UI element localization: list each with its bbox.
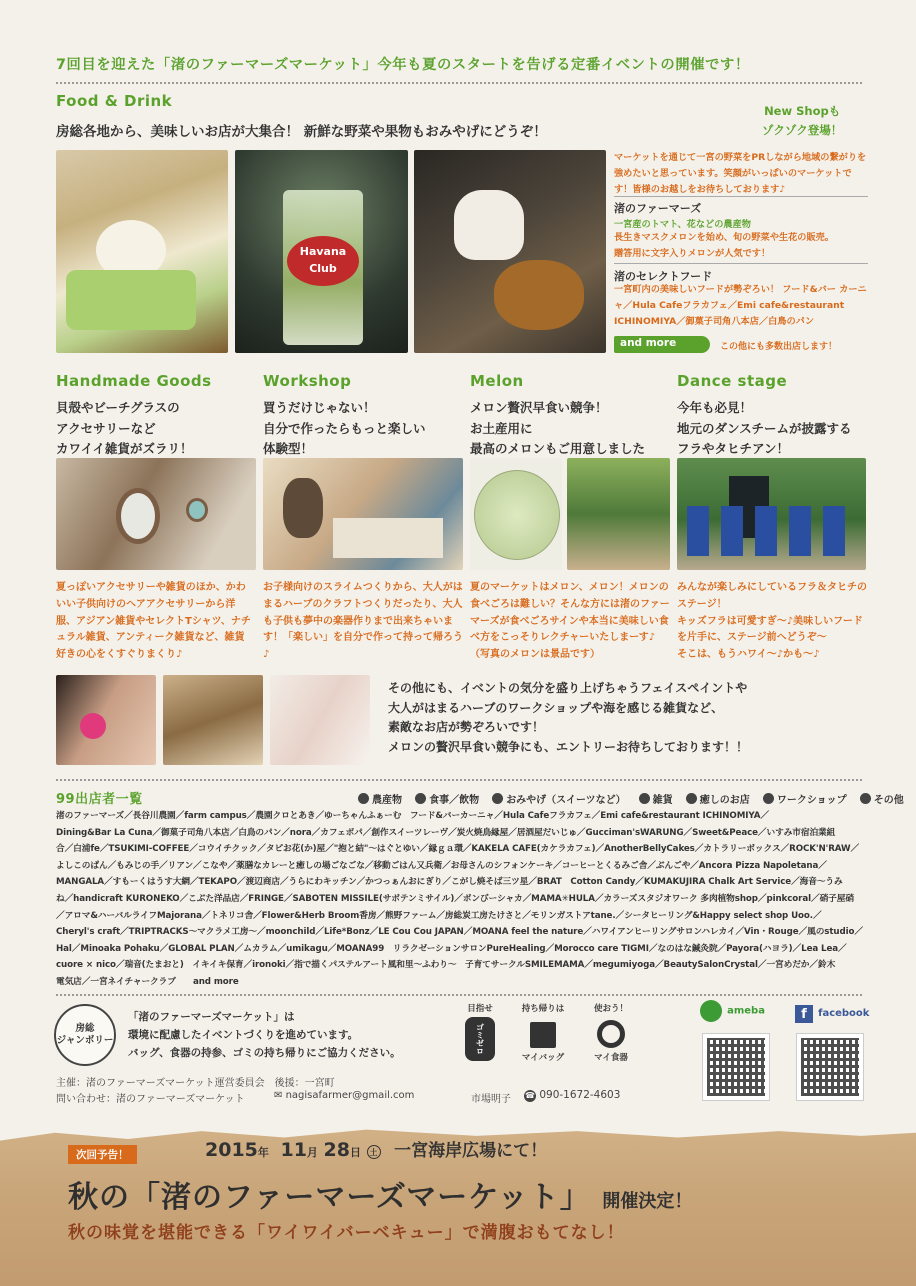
next-month-unit: 月 xyxy=(306,1146,318,1159)
category-goods: 雑貨 xyxy=(639,791,673,806)
onigiri xyxy=(454,190,524,260)
next-day-unit: 日 xyxy=(349,1146,361,1159)
vendor-line: Hal／Minoaka Pohaku／GLOBAL PLAN／ムカラム／umikagu／MOANA99 リラクゼーションサロンPureHealing／Morocco care TIGMI／なのはな鍼灸院／Payora(ハヨラ)／Lea Lea／ xyxy=(56,943,847,954)
children xyxy=(283,478,323,538)
farm-icon xyxy=(358,793,369,804)
next-year: 2015 xyxy=(205,1139,258,1161)
photo-hula-stage xyxy=(677,458,866,570)
and-more-badge xyxy=(614,336,710,353)
new-shop-note: New Shopも ゾクゾク登場！ xyxy=(762,104,843,137)
pendant-stone xyxy=(116,488,160,544)
photo-havana-club xyxy=(235,150,408,353)
photo-workshop xyxy=(263,458,463,570)
icon-my-tableware xyxy=(586,1002,636,1063)
category-farm: 農産物 xyxy=(358,791,402,806)
other-icon xyxy=(860,793,871,804)
melon-title: Melon xyxy=(470,372,524,390)
vendor-line: 合／白浦fe／TSUKIMI-COFFEE／コウイチクック／タピお花(か)屋／"抱と結"〜はぐとゆい／縁ｇａ環／KAKELA CAFE(カケラカフェ)／AnotherBellyCakes／カトラリーボックス／ROCK'N'RAW／ xyxy=(56,844,860,855)
divider xyxy=(56,779,862,781)
havana-logo: Havana Club xyxy=(287,236,359,286)
select-body: 一宮町内の美味しいフードが勢ぞろい！ フード&バー カーニャ／Hula Cafeフラカフェ／Emi cafe&restaurant ICHINOMIYA／御菓子司角八本店／白鳥のパン xyxy=(614,284,867,327)
dance-head: 今年も必見！ 地元のダンスチームが披露する フラやタヒチアン！ xyxy=(677,400,852,456)
food-lead: 房総各地から、美味しいお店が大集合！ 新鮮な野菜や果物もおみやげにどうぞ！ xyxy=(56,124,547,140)
vendor-line: ／アロマ&ハーバルライフMajorana／トネリコ舎／Flower&Herb Broom香房／熊野ファーム／房総炭工房たけさと／モリンガストアtane.／シータヒーリング&Happy select shop Uoo.／ xyxy=(56,910,822,921)
vendors-title: 99出店者一覧 xyxy=(56,792,143,807)
next-tagline: 秋の味覚を堪能できる「ワイワイバーベキュー」で満腹おもてなし！ xyxy=(68,1223,625,1243)
icon-my-bag-label: マイバッグ xyxy=(521,1053,565,1063)
melon-head: メロン贅沢早食い競争！ お土産用に 最高のメロンもご用意しました xyxy=(470,400,646,456)
next-year-unit: 年 xyxy=(257,1146,269,1159)
icon-my-tableware-top: 使おう！ xyxy=(593,1004,628,1014)
facebook-label: facebook xyxy=(818,1008,870,1019)
flower-paint xyxy=(80,713,106,739)
photo-melon-face xyxy=(470,458,562,570)
plate-icon xyxy=(597,1020,625,1048)
icon-my-bag-top: 持ち帰りは xyxy=(521,1004,565,1014)
next-badge: 次回予告！ xyxy=(68,1145,137,1164)
handmade-body: 夏っぽいアクセサリーや雑貨のほか、かわいい子供向けのヘアアクセサリーから洋服、アジアン雑貨やセレクトTシャツ、ナチュラル雑貨、アンティーク雑貨など、雑貨好きの心をくすぐりまくり♪ xyxy=(56,582,251,661)
photo-crafts xyxy=(163,675,263,765)
and-more-note: この他にも多数出店します！ xyxy=(720,342,838,352)
next-title-main: 秋の「渚のファーマーズマーケット」 xyxy=(68,1180,591,1215)
email: nagisafarmer@gmail.com xyxy=(285,1090,415,1101)
inquiry: 問い合わせ：渚のファーマーズマーケット xyxy=(56,1094,245,1105)
vendor-line: よしこのぱん／もみじの手／リアン／こなや／薬膳なカレーと癒しの場ごなごな／移動ごはん又兵衛／お母さんのシフォンケーキ／コーヒーとくるみご舎／ぶんごや／Ancora Pizza Napoletana／ xyxy=(56,860,827,871)
vendor-list xyxy=(56,808,868,991)
category-souvenir: おみやげ（スイーツなど） xyxy=(492,791,625,806)
select-title: 渚のセレクトフード xyxy=(614,270,713,283)
divider xyxy=(56,994,862,996)
ameba-label: ameba xyxy=(727,1005,765,1017)
email-link[interactable] xyxy=(274,1090,414,1101)
farmers-sub: 一宮産のトマト、花などの農産物 xyxy=(614,219,751,230)
next-title xyxy=(68,1172,692,1216)
icon-my-bag xyxy=(515,1002,571,1063)
healing-icon xyxy=(686,793,697,804)
and-more-label: and more xyxy=(620,337,677,349)
dancers xyxy=(687,506,857,556)
facebook-link[interactable] xyxy=(795,1003,869,1023)
next-day: 28 xyxy=(323,1139,350,1161)
farmers-body: 長生きマスクメロンを始め、旬の野菜や生花の販売。 贈答用に文字入りメロンが人気です！ xyxy=(614,232,835,259)
phone-icon: ☎ xyxy=(525,1091,535,1100)
next-title-suffix: 開催決定！ xyxy=(602,1191,693,1212)
goods-icon xyxy=(639,793,650,804)
next-place: 一宮海岸広場にて！ xyxy=(394,1141,548,1161)
category-healing: 癒しのお店 xyxy=(686,791,750,806)
bag-icon xyxy=(530,1022,556,1048)
vendor-line: Dining&Bar La Cuna／御菓子司角八本店／白鳥のパン／nora／カフェポパ／創作スイーツレーヴ／炭火焼鳥縁屋／居酒屋だいじゅ／Gucciman'sWARUNG／Sweet&Peace／いすみ市宿泊業組 xyxy=(56,827,836,838)
icon-my-tableware-label: マイ食器 xyxy=(594,1053,628,1063)
vendor-line: MANGALA／すもーくはうす大網／TEKAPO／渡辺商店／うらにわキッチン／かつっぁんおにぎり／こがし焼そば三ツ星／BRAT Cotton Candy／KUMAKUJIRA Chalk Art Service／海音〜うみ xyxy=(56,877,843,888)
vendor-line: 渚のファーマーズ／長谷川農園／farm campus／農園クロとあき／ゆーちゃんふぁーむ フード&バーカーニャ／Hula Cafeフラカフェ／Emi cafe&restaurant ICHINOMIYA／ xyxy=(56,811,769,821)
zero-waste-icon: ゴミゼロ xyxy=(465,1017,495,1061)
jamboree-logo xyxy=(54,1004,116,1066)
phone: 090-1672-4603 xyxy=(539,1089,621,1101)
ameba-icon xyxy=(700,1000,722,1022)
category-workshop: ワークショップ xyxy=(763,791,847,806)
jamboree-logo-text: 房総 ジャンボリー xyxy=(56,1023,114,1046)
icon-zero-waste-top: 目指せ xyxy=(467,1004,493,1014)
photo-nails xyxy=(270,675,370,765)
dance-body: みんなが楽しみにしているフラ＆タヒチのステージ！ キッズフラは可愛すぎ〜♪美味しいフードを片手に、ステージ前へどうぞ〜 そこは、もうハワイ〜♪かも〜♪ xyxy=(677,582,867,661)
souvenir-icon xyxy=(492,793,503,804)
category-food: 食事／飲物 xyxy=(415,791,479,806)
karaage xyxy=(494,260,584,330)
photo-melon-cake xyxy=(56,150,228,353)
organizer: 主催：渚のファーマーズマーケット運営委員会 後援：一宮町 xyxy=(56,1078,335,1089)
vendor-line: Cheryl's craft／TRIPTRACKS〜マクラメ工房〜／moonchild／Life*Bonz／LE Cou Cou JAPAN／MOANA feel the nature／ハワイアンヒーリングサロンハレカイ／Vin・Rouge／風のstudio／ xyxy=(56,927,863,938)
workshop-head: 買うだけじゃない！ 自分で作ったらもっと楽しい 体験型！ xyxy=(263,400,426,456)
food-title: Food & Drink xyxy=(56,92,173,110)
dance-title: Dance stage xyxy=(677,372,788,390)
eco-message: 「渚のファーマーズマーケット」は 環境に配慮したイベントづくりを進めています。 バッグ、食器の持参、ゴミの持ち帰りにご協力ください。 xyxy=(128,1011,401,1059)
handmade-title: Handmade Goods xyxy=(56,372,212,390)
melon-ball xyxy=(474,470,560,560)
category-other: その他 xyxy=(860,791,904,806)
facebook-qr-code[interactable] xyxy=(796,1033,864,1101)
cake-melon xyxy=(66,270,196,330)
headline: 7回目を迎えた「渚のファーマーズマーケット」今年も夏のスタートを告げる定番イベントの開催です！ xyxy=(56,57,750,73)
ameba-qr-code[interactable] xyxy=(702,1033,770,1101)
vendor-line: ね／handicraft KURONEKO／こぶた洋品店／FRINGE／SABOTEN MISSILE(サボテンミサイル)／ボンびーシャカ／MAMA✳HULA／カラーズスタジオワーク 多肉植物shop／pinkcoral／硝子屋硝 xyxy=(56,893,854,904)
vendor-line: 電気店／一宮ネイチャークラブ and more xyxy=(56,976,239,987)
ameba-link[interactable] xyxy=(700,1000,765,1022)
facebook-icon: f xyxy=(795,1005,813,1023)
pendant-small xyxy=(186,498,208,522)
food-icon xyxy=(415,793,426,804)
divider-select xyxy=(614,263,868,264)
farmers-title: 渚のファーマーズ xyxy=(614,202,702,215)
food-intro: マーケットを通じて一宮の野菜をPRしながら地域の繋がりを強めたいと思っています。笑顔がいっぱいのマーケットです！皆様のお越しをお待ちしております♪ xyxy=(614,152,867,195)
photo-face-paint xyxy=(56,675,156,765)
market-head: 市場明子 xyxy=(471,1094,511,1105)
divider xyxy=(56,82,862,84)
workshop-icon xyxy=(763,793,774,804)
workshop-title: Workshop xyxy=(263,372,352,390)
vendor-line: cuore × nico／瑞音(たまおと) イキイキ保育／ironoki／指で描くパステルアート風和里〜ふわり〜 子育てサークルSMILEMAMA／megumiyoga／BeautySalonCrystal／一宮めだか／鈴木 xyxy=(56,960,836,971)
melon-body: 夏のマーケットはメロン、メロン！メロンの食べごろは難しい？そんな方には渚のファーマーズが食べごろサインや本当に美味しい食べ方をこっそりレクチャーいたしまーす♪（写真のメロンは景品です） xyxy=(470,582,670,661)
table xyxy=(333,518,443,558)
handmade-head: 貝殻やビーチグラスの アクセサリーなど カワイイ雑貨がズラリ！ xyxy=(56,400,193,456)
photo-onigiri xyxy=(414,150,606,353)
next-weekday: 土 xyxy=(367,1145,381,1159)
vendor-categories xyxy=(350,789,904,808)
extra-text: その他にも、イベントの気分を盛り上げちゃうフェイスペイントや 大人がはまるハーブのワークショップや海を感じる雑貨など、 素敵なお店が勢ぞろいです！ メロンの贅沢早食い競争にも、エントリーお待ちしております！！ xyxy=(388,681,749,755)
photo-melon-contest xyxy=(567,458,670,570)
next-month: 11 xyxy=(280,1139,307,1161)
mail-icon: ✉ xyxy=(274,1090,283,1101)
icon-zero-waste xyxy=(460,1002,500,1061)
next-date xyxy=(205,1136,547,1161)
photo-accessories xyxy=(56,458,256,570)
divider-farmers xyxy=(614,196,868,197)
phone-link[interactable] xyxy=(524,1089,620,1102)
workshop-body: お子様向けのスライムつくりから、大人がはまるハーブのクラフトつくりだったり、大人も子供も夢中の楽器作りまで出来ちゃいます！「楽しい」を自分で作って持って帰ろう♪ xyxy=(263,582,463,661)
